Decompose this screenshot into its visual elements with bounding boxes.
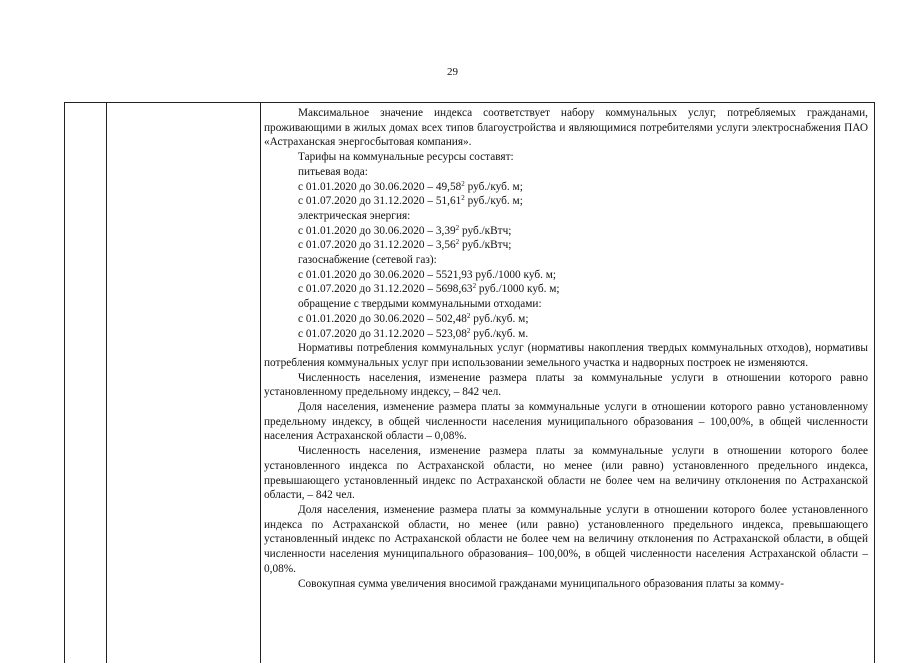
waste-heading: обращение с твердыми коммунальными отходами:: [298, 298, 542, 311]
tariffs-heading: Тарифы на коммунальные ресурсы составят:: [298, 151, 514, 164]
gas-tariff-2: с 01.07.2020 до 31.12.2020 – 5698,63$^2$ руб./1000 куб. м;: [298, 282, 560, 296]
page-number: 29: [447, 66, 458, 78]
water-tariff-1: с 01.01.2020 до 30.06.2020 – 49,58$^2$ руб./куб. м;: [298, 179, 523, 193]
waste-tariff-2: с 01.07.2020 до 31.12.2020 – 523,08$^2$ руб./куб. м.: [298, 326, 529, 340]
gas-heading: газоснабжение (сетевой газ):: [298, 254, 437, 267]
paragraph-total-increase: Совокупная сумма увеличения вносимой гражданами муниципального образования платы за комму-: [298, 577, 784, 590]
table-cell-content: [264, 106, 868, 591]
water-tariff-2: с 01.07.2020 до 31.12.2020 – 51,61$^2$ руб./куб. м;: [298, 194, 523, 208]
table-column-divider-1: [106, 103, 107, 663]
electric-tariff-1: с 01.01.2020 до 30.06.2020 – 3,39$^2$ руб./кВтч;: [298, 223, 512, 237]
paragraph-share-above: Доля населения, изменение размера платы за коммунальные услуги в отношении которого более установленного индекса по Астраханской области, но менее (или равно) установленного предельного индекса, превышающего установленный индекс по Астраханской области не более чем на величину отклонения по Астраханской области, в общей численности населения муниципального образования– 100,00%, в общей численности населения Астраханской области – 0,08%.: [264, 503, 868, 575]
electric-tariff-2: с 01.07.2020 до 31.12.2020 – 3,56$^2$ руб./кВтч;: [298, 238, 512, 252]
electric-heading: электрическая энергия:: [298, 209, 411, 222]
paragraph-population-above: Численность населения, изменение размера платы за коммунальные услуги в отношении которого более установленного индекса по Астраханской области, но менее (или равно) установленного предельного индекса, превышающего установленный индекс по Астраханской области не более чем на величину отклонения по Астраханской области, – 842 чел.: [264, 445, 868, 502]
paragraph-norms: Нормативы потребления коммунальных услуг (нормативы накопления твердых коммунальных отходов), нормативы потребления коммунальных услуг при использовании земельного участка и надворных построек не изменяются.: [264, 342, 868, 369]
paragraph-share-equal: Доля населения, изменение размера платы за коммунальные услуги в отношении которого равно установленному предельному индексу, в общей численности населения муниципального образования – 100,00%, в общей численности населения Астраханской области – 0,08%.: [264, 401, 868, 443]
paragraph-max-index: Максимальное значение индекса соответствует набору коммунальных услуг, потребляемых гражданами, проживающими в жилых домах всех типов благоустройства и являющимися потребителями услуги электроснабжения ПАО «Астраханская энергосбытовая компания».: [264, 107, 868, 149]
waste-tariff-1: с 01.01.2020 до 30.06.2020 – 502,48$^2$ руб./куб. м;: [298, 311, 529, 325]
water-heading: питьевая вода:: [298, 165, 368, 178]
paragraph-population-equal: Численность населения, изменение размера платы за коммунальные услуги в отношении которого равно установленному предельному индексу, – 842 чел.: [264, 371, 868, 399]
table-column-divider-2: [260, 103, 261, 663]
gas-tariff-1: с 01.01.2020 до 30.06.2020 – 5521,93 руб./1000 куб. м;: [298, 268, 557, 281]
